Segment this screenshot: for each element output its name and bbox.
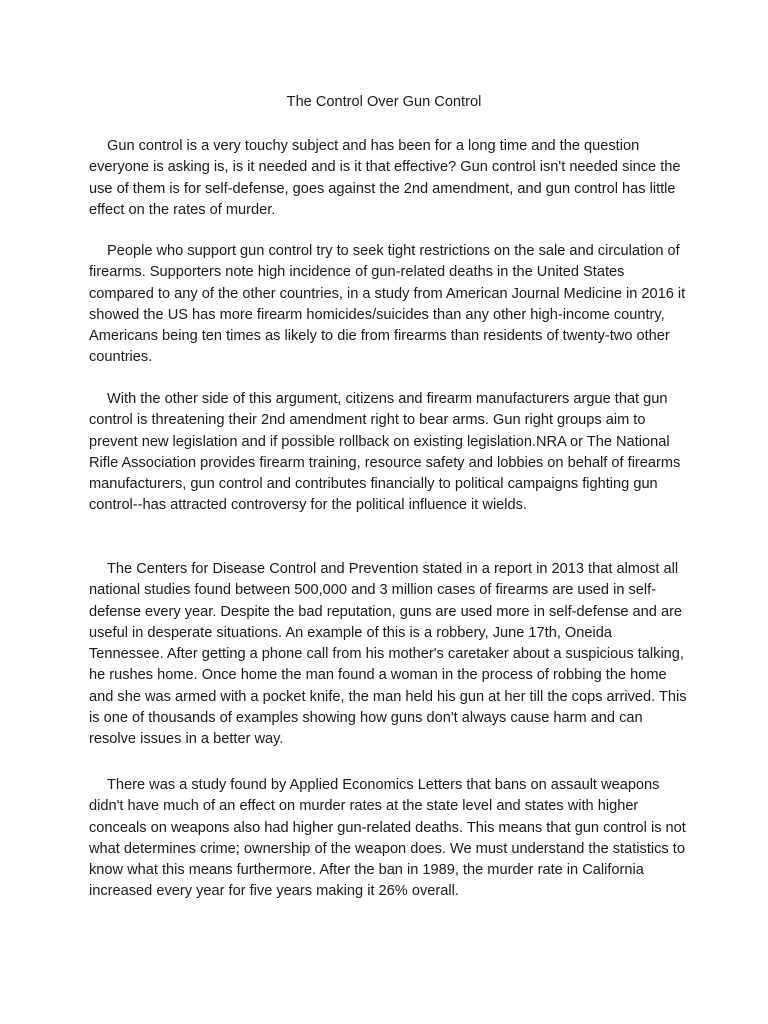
paragraph-supporters: People who support gun control try to seek tight restrictions on the sale and circulation of firearms. Supporters note high incidence of gun-related deaths in the United States compared to any of the other countries, in a study from American Journal Medicine in 2016 it showed the US has more firearm homicides/suicides than any other high-income country, Americans being ten times as likely to die from firearms than residents of twenty-two other countries. (89, 243, 686, 366)
paragraph-statistics: There was a study found by Applied Economics Letters that bans on assault weapons didn't have much of an effect on murder rates at the state level and states with higher conceals on weapons also had higher gun-related deaths. This means that gun control is not what determines crime; ownership of the weapon does. We must understand the statistics to know what this means furthermore. After the ban in 1989, the murder rate in California increased every year for five years making it 26% overall. (89, 777, 686, 900)
paragraph-opponents: With the other side of this argument, citizens and firearm manufacturers argue that gun control is threatening their 2nd amendment right to bear arms. Gun right groups aim to prevent new legislation and if possible rollback on existing legislation.NRA or The National Rifle Association provides firearm training, resource safety and lobbies on behalf of firearms manufacturers, gun control and contributes financially to political campaigns fighting gun control--has attracted controversy for the political influence it wields. (89, 391, 681, 514)
paragraph-intro: Gun control is a very touchy subject and has been for a long time and the question everyone is asking is, is it needed and is it that effective? Gun control isn't needed since the use of them is for self-defense, goes against the 2nd amendment, and gun control has little effect on the rates of murder. (89, 138, 681, 218)
paragraph-self-defense: The Centers for Disease Control and Prevention stated in a report in 2013 that almost all national studies found between 500,000 and 3 million cases of firearms are used in self-defense every year. Despite the bad reputation, guns are used more in self-defense and are useful in desperate situations. An example of this is a robbery, June 17th, Oneida Tennessee. After getting a phone call from his mother's caretaker about a suspicious talking, he rushes home. Once home the man found a woman in the process of robbing the home and she was armed with a pocket knife, the man held his gun at her till the cops arrived. This is one of thousands of examples showing how guns don't always cause harm and can resolve issues in a better way. (89, 561, 687, 748)
document-title: The Control Over Gun Control (286, 94, 482, 110)
